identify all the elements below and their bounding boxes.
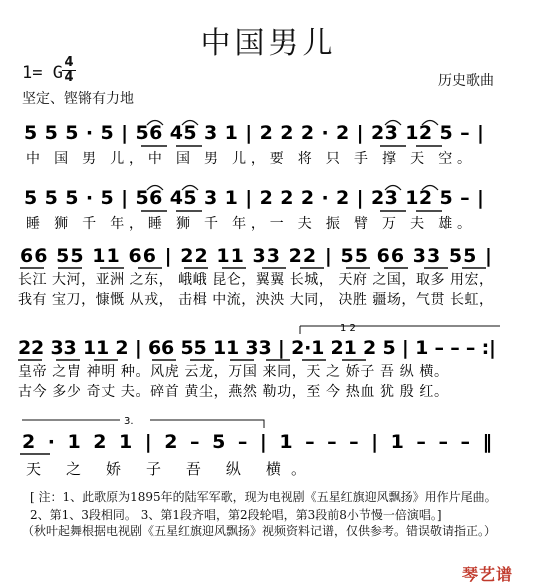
system-3-lyrics-verse-1: 长江 大河，亚洲 之东， 峨峨 昆仑，翼翼 长城， 天府 之国，取多 用宏， (18, 272, 493, 288)
system-5 (20, 416, 492, 478)
volta-bracket-1-2 (300, 326, 500, 334)
volta-bracket-3 (22, 420, 264, 428)
key-signature: 1= G (22, 63, 63, 83)
system-1-notes: 5 5 5 · 5 | 56 45 3 1 | 2 2 2 · 2 | 23 12 5 – | (24, 122, 484, 144)
system-3-notes: 66 55 11 66 | 22 11 33 22 | 55 66 33 55 | (20, 245, 492, 267)
system-4-notes: 22 33 11 2 | 66 55 11 33 | 2·1 21 2 5 | 1 – – – :| (18, 337, 496, 359)
volta-1-2-label: 1 2 (340, 323, 356, 334)
system-3 (18, 245, 493, 308)
system-2 (24, 186, 484, 233)
watermark-logo: 琴艺谱 (462, 565, 514, 584)
footnote-line-2: 2、第1、3段相同。 3、第1段齐唱，第2段轮唱，第3段前8小节慢一倍演唱。] (30, 508, 442, 522)
transcription-credit: （秋叶起舞根据电视剧《五星红旗迎风飘扬》视频资料记谱，仅供参考。错误敬请指正。） (22, 524, 497, 538)
system-5-notes: 2 · 1 2 1 | 2 – 5 – | 1 – – – | 1 – – – ‖ (22, 431, 492, 453)
system-5-lyrics: 天 之 娇 子 吾 纵 横。 (26, 460, 306, 478)
footnote-line-1: [ 注：1、此歌原为1895年的陆军军歌，现为电视剧《五星红旗迎风飘扬》用作片尾曲。 (30, 490, 497, 504)
time-signature-bottom: 4 (64, 70, 74, 85)
system-2-lyrics: 睡 狮 千 年，睡 狮 千 年，一 夫 振 臂 万 夫 雄。 (26, 216, 471, 232)
system-4-lyrics-verse-2: 古今 多少 奇丈 夫。碎首 黄尘，燕然 勒功，至 今 热血 犹 殷 红。 (18, 384, 448, 400)
system-1 (24, 121, 484, 168)
system-4 (18, 323, 500, 400)
tempo-mark: 坚定、铿锵有力地 (22, 91, 134, 107)
page-title: 中国男儿 (200, 26, 337, 61)
system-3-lyrics-verse-2: 我有 宝刀，慷慨 从戎， 击楫 中流，泱泱 大同， 决胜 疆场，气贯 长虹， (18, 292, 493, 308)
system-2-notes: 5 5 5 · 5 | 56 45 3 1 | 2 2 2 · 2 | 23 12 5 – | (24, 187, 484, 209)
genre-label: 历史歌曲 (438, 73, 494, 89)
volta-3-label: 3. (124, 416, 134, 427)
system-4-lyrics-verse-1: 皇帝 之胄 神明 种。风虎 云龙，万国 来同，天 之 娇子 吾 纵 横。 (18, 364, 448, 380)
system-1-lyrics: 中 国 男 儿，中 国 男 儿，要 将 只 手 撑 天 空。 (26, 151, 471, 167)
time-signature-top: 4 (64, 55, 74, 70)
